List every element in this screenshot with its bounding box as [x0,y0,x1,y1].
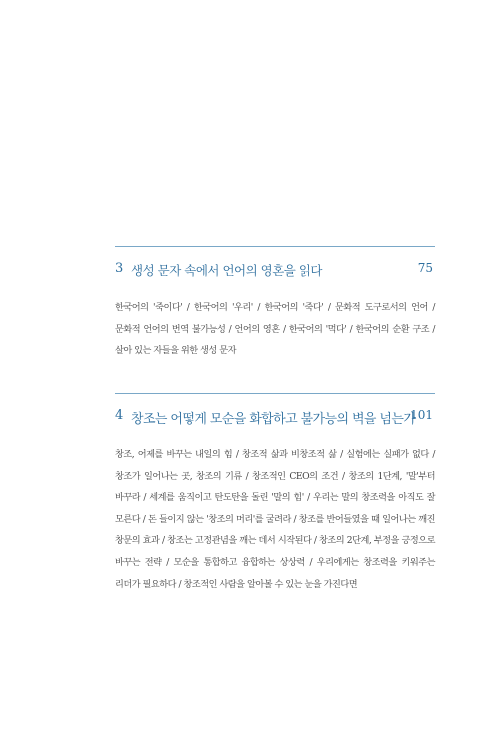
chapter-3-entry [115,246,435,362]
chapter-contents-list: 창조, 어제를 바꾸는 내일의 힘 / 창조적 삶과 비창조적 삶 / 실험에는 실패가 없다 / 창조가 일어나는 곳, 창조의 기류 / 창조적인 CEO의 조건 / 창조의 1단계, '말'부터 바꾸라 / 세계를 움직이고 탄도탄을 돌린 '말의 힘' / 우리는 말의 창조력을 아직도 잘 모른다 / 돈 들이지 않는 '창조의 머리'를 굴려라 / 창조를 반어들였을 때 일어나는 깨진 창문의 효과 / 창조는 고정관념을 깨는 데서 시작된다 / 창조의 2단계, 부정을 긍정으로 바꾸는 전략 / 모순을 통합하고 융합하는 상상력 / 우리에게는 창조력을 키워주는 리더가 필요하다 / 창조적인 사람을 알아볼 수 있는 눈을 가진다면 [115,449,435,590]
chapter-title: 생성 문자 속에서 언어의 영혼을 읽다 [131,263,322,278]
chapter-heading [115,408,435,428]
chapter-number: 4 [115,408,124,423]
chapter-divider [115,393,435,394]
chapter-contents-list: 한국어의 '죽이다' / 한국어의 '우리' / 한국어의 '죽다' / 문화적 도구로서의 언어 / 문화적 언어의 번역 불가능성 / 언어의 영혼 / 한국어의 '먹다' / 한국어의 순환 구조 / 살아 있는 자들을 위한 생성 문자 [115,302,435,357]
chapter-page-number: 75 [417,261,433,275]
chapter-title: 창조는 어떻게 모순을 화합하고 불가능의 벽을 넘는가 [131,412,416,427]
chapter-heading [115,261,435,281]
chapter-4-entry [115,393,435,595]
chapter-page-number: 101 [410,408,433,422]
chapter-number: 3 [115,261,124,276]
chapter-divider [115,246,435,247]
